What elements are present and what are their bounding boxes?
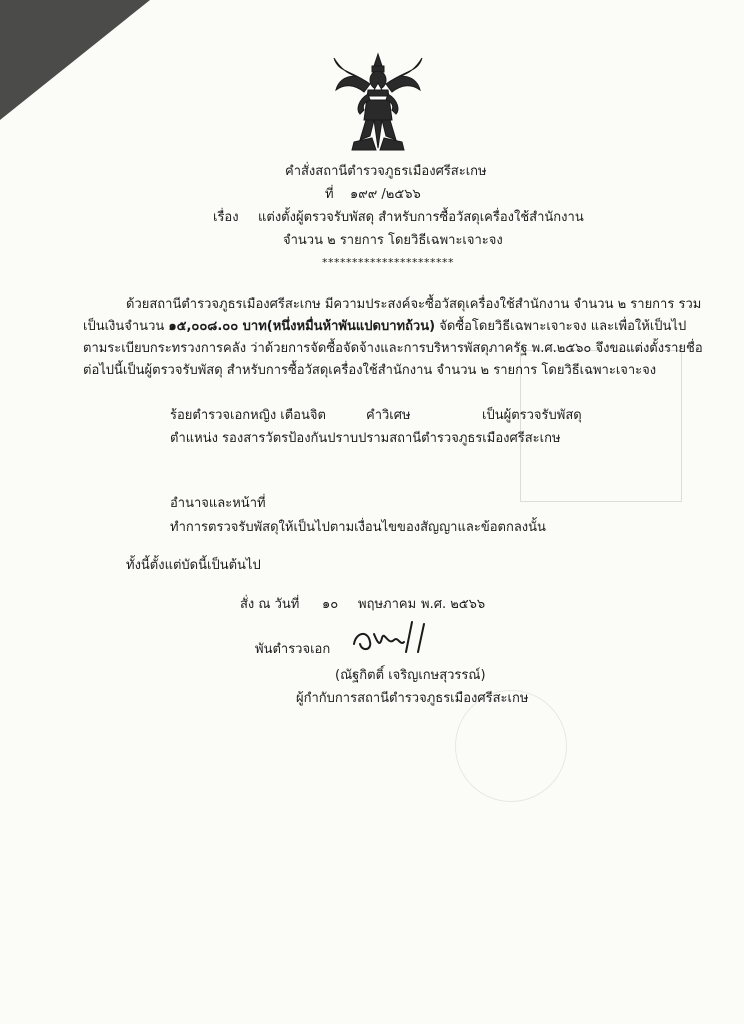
body-line-2-prefix: เป็นเงินจำนวน: [83, 319, 165, 334]
duties-text: ทำการตรวจรับพัสดุให้เป็นไปตามเงื่อนไขของสัญญาและข้อตกลงนั้น: [170, 520, 546, 535]
inspector-position: ตำแหน่ง รองสารวัตรป้องกันปราบปรามสถานีตำรวจภูธรเมืองศรีสะเกษ: [170, 431, 561, 446]
inspector-name: ร้อยตำรวจเอกหญิง เตือนจิต: [170, 408, 326, 423]
garuda-emblem-icon: [330, 50, 426, 156]
subject-line-2: จำนวน ๒ รายการ โดยวิธีเฉพาะเจาะจง: [283, 233, 503, 248]
subject-text: แต่งตั้งผู้ตรวจรับพัสดุ สำหรับการซื้อวัสดุเครื่องใช้สำนักงาน: [258, 210, 584, 225]
inspector-role: เป็นผู้ตรวจรับพัสดุ: [482, 408, 582, 423]
body-line-4: ต่อไปนี้เป็นผู้ตรวจรับพัสดุ สำหรับการซื้อวัสดุเครื่องใช้สำนักงาน จำนวน ๒ รายการ โดยวิธีเฉพาะเจาะจง: [83, 363, 657, 378]
separator-line: **********************: [322, 256, 454, 269]
body-line-1: ด้วยสถานีตำรวจภูธรเมืองศรีสะเกษ มีความประสงค์จะซื้อวัสดุเครื่องใช้สำนักงาน จำนวน ๒ รายการ รวม: [126, 297, 702, 312]
body-line-3: ตามระเบียบกระทรวงการคลัง ว่าด้วยการจัดซื้อจัดจ้างและการบริหารพัสดุภาครัฐ พ.ศ.๒๕๖๐ จึงขอแต่งตั้งรายชื่อ: [83, 341, 703, 356]
order-date-label: สั่ง ณ วันที่: [240, 597, 300, 612]
effective-statement: ทั้งนี้ตั้งแต่บัดนี้เป็นต้นไป: [126, 558, 261, 573]
inspector-surname: คำวิเศษ: [366, 408, 411, 423]
order-number-label: ที่: [325, 187, 334, 202]
subject-label: เรื่อง: [213, 210, 239, 225]
signer-rank: พันตำรวจเอก: [255, 642, 331, 657]
duties-heading: อำนาจและหน้าที่: [170, 496, 266, 511]
body-line-2: [83, 319, 686, 335]
scan-shadow-corner: [0, 0, 150, 120]
total-amount: ๑๕,๐๐๘.๐๐ บาท(หนึ่งหมื่นห้าพันแปดบาทถ้วน): [168, 319, 436, 334]
signer-title: ผู้กำกับการสถานีตำรวจภูธรเมืองศรีสะเกษ: [296, 691, 529, 706]
signer-name: (ณัฐกิตติ์ เจริญเกษสุวรรณ์): [335, 668, 486, 683]
order-date-year: พ.ศ. ๒๕๖๖: [421, 597, 486, 612]
order-date-day: ๑๐: [322, 597, 339, 612]
order-date-month: พฤษภาคม: [358, 597, 417, 612]
order-title: คำสั่งสถานีตำรวจภูธรเมืองศรีสะเกษ: [285, 164, 487, 179]
body-line-2-suffix: จัดซื้อโดยวิธีเฉพาะเจาะจง และเพื่อให้เป็นไป: [439, 319, 687, 334]
handwritten-signature: [348, 616, 434, 660]
order-number: ๑๙๙ /๒๕๖๖: [350, 187, 421, 202]
